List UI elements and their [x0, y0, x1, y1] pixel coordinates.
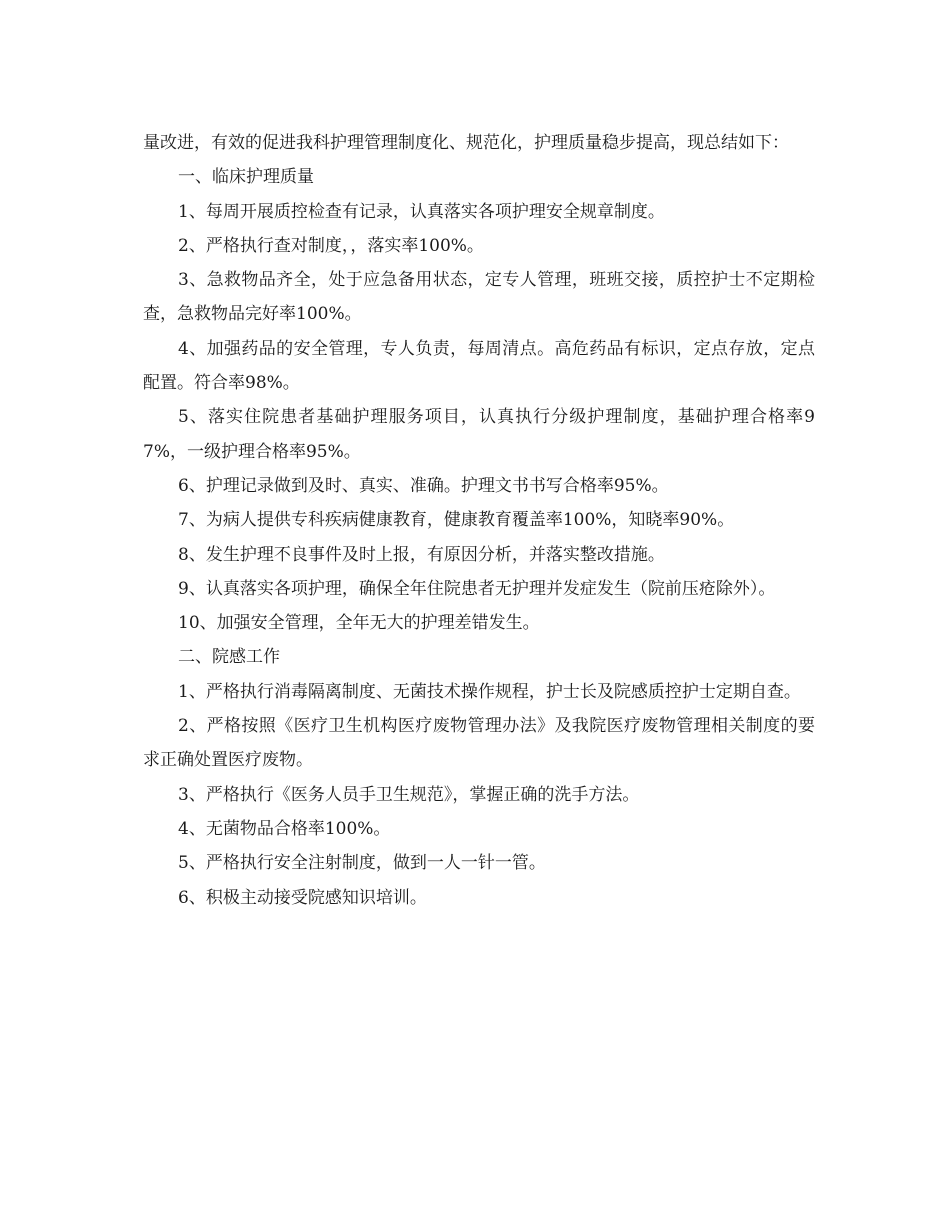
list-item-infection-4: 4、无菌物品合格率100%。	[178, 818, 391, 839]
list-item-clinical-1: 1、每周开展质控检查有记录，认真落实各项护理安全规章制度。	[178, 201, 665, 222]
paragraph-intro-continued: 量改进，有效的促进我科护理管理制度化、规范化，护理质量稳步提高，现总结如下：	[143, 133, 789, 153]
list-item-infection-2: 2、严格按照《医疗卫生机构医疗废物管理办法》及我院医疗废物管理相关制度的要求正确处置医疗废物。	[143, 716, 815, 771]
list-item-clinical-10: 10、加强安全管理，全年无大的护理差错发生。	[178, 613, 540, 634]
list-item-clinical-4: 4、加强药品的安全管理，专人负责，每周清点。高危药品有标识，定点存放，定点配置。符合率98%。	[143, 338, 815, 394]
list-item-clinical-8: 8、发生护理不良事件及时上报，有原因分析，并落实整改措施。	[178, 544, 665, 565]
list-item-clinical-6: 6、护理记录做到及时、真实、准确。护理文书书写合格率95%。	[178, 475, 669, 496]
section-heading-clinical-nursing-quality: 一、临床护理质量	[178, 167, 314, 188]
list-item-clinical-5: 5、落实住院患者基础护理服务项目，认真执行分级护理制度，基础护理合格率97%，一级护理合格率95%。	[143, 407, 815, 462]
document-body	[143, 126, 815, 915]
list-item-clinical-7: 7、为病人提供专科疾病健康教育，健康教育覆盖率100%，知晓率90%。	[178, 510, 735, 531]
list-item-infection-5: 5、严格执行安全注射制度，做到一人一针一管。	[178, 853, 546, 874]
section-heading-infection-control: 二、院感工作	[178, 647, 280, 668]
list-item-clinical-3: 3、急救物品齐全，处于应急备用状态，定专人管理，班班交接，质控护士不定期检查，急救物品完好率100%。	[143, 270, 815, 325]
list-item-clinical-9: 9、认真落实各项护理，确保全年住院患者无护理并发症发生（院前压疮除外）。	[178, 578, 776, 599]
list-item-infection-1: 1、严格执行消毒隔离制度、无菌技术操作规程，护士长及院感质控护士定期自查。	[178, 681, 801, 702]
list-item-infection-3: 3、严格执行《医务人员手卫生规范》，掌握正确的洗手方法。	[178, 784, 640, 805]
list-item-clinical-2: 2、严格执行查对制度，，落实率100%。	[178, 235, 484, 256]
list-item-infection-6: 6、积极主动接受院感知识培训。	[178, 887, 427, 908]
